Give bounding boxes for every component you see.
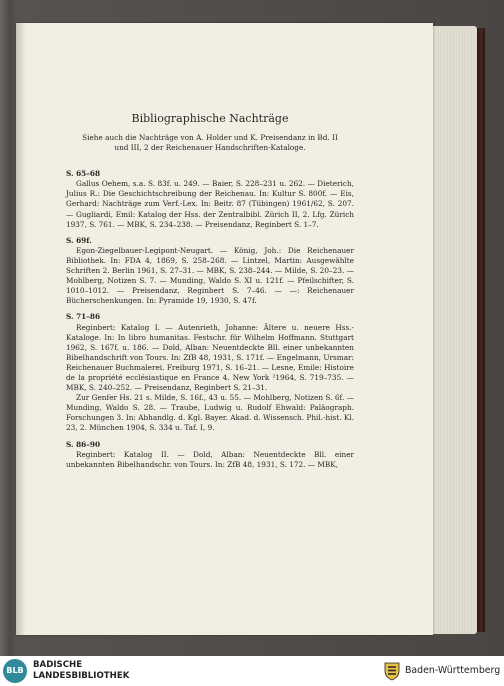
footer-bar <box>0 656 504 686</box>
spine-shadow <box>16 23 26 635</box>
section <box>66 169 354 230</box>
state-name[interactable]: Baden-Württemberg <box>405 665 501 676</box>
section-title: S. 71–86 <box>66 312 101 322</box>
library-name-line2: LANDESBIBLIOTHEK <box>33 671 130 681</box>
section-title: S. 65–68 <box>66 169 101 179</box>
section-title: S. 69f. <box>66 235 92 245</box>
blb-logo-icon[interactable]: BLB <box>3 659 27 683</box>
section-paragraph: Reginbert: Katalog I. — Autenrieth, Johanne: Ältere u. neuere Hss.-Kataloge. In: In libro humanitas. Festschr. für Wilhelm Hoffmann. Stuttgart 1962, S. 167f. u. 186. — Dold, Alban: Neuentdeckte Bll. einer unbekannten Bibelhandschrift von Tours. In: ZfB 48, 1931, S. 171f. — Engelmann, Ursmar: Reichenauer Buchmalerei. Freiburg 1971, S. 16–21. — Lesne, Emile: Histoire de la propriété ecclésiastique en France 4. New York ²1964, S. 719–735. — MBK, S. 240–252. — Preisendanz, Reginbert S. 21–31. <box>66 322 354 393</box>
page-content <box>66 112 354 470</box>
cover-edge <box>477 28 485 632</box>
page-edges <box>433 26 477 634</box>
section-paragraph: Egon-Ziegelbauer-Legipont-Neugart. — König, Joh.: Die Reichenauer Bibliothek. In: FDA 4, 1869, S. 258–268. — Lintzel, Martin: Ausgewählte Schriften 2. Berlin 1961, S. 27–31. — MBK, S. 238–244. — Milde, S. 20–23. — Mohlberg, Notizen S. 7. — Munding, Waldo S. XI u. 121f. — Pfeilschifter, S. 1010–1012. — Preisendanz, Reginbert S. 7–46. — —: Reichenauer Bücherschenkungen. In: Pyramide 19, 1930, S. 47f. <box>66 245 354 306</box>
section <box>66 312 354 433</box>
coat-of-arms-icon[interactable] <box>381 660 403 682</box>
section-paragraph: Zur Genfer Hs. 21 s. Milde, S. 16f., 43 u. 55. — Mohlberg, Notizen S. 6f. — Munding, Waldo S. 28. — Traube, Ludwig u. Rudolf Ehwald: Paläograph. Forschungen 3. In: Abhandlg. d. Kgl. Bayer. Akad. d. Wissensch. Phil.-hist. Kl. 23, 2. München 1904, S. 334 u. Taf. I, 9. <box>66 393 354 433</box>
intro-note: Siehe auch die Nachträge von A. Holder und K. Preisendanz in Bd. II und III, 2 der Reichenauer Handschriften-Kataloge. <box>82 133 338 153</box>
section <box>66 236 354 307</box>
section-title: S. 86–90 <box>66 439 101 449</box>
section-paragraph: Gallus Oehem, s.a. S. 83f. u. 249. — Baier, S. 228–231 u. 262. — Dieterich, Julius R.: Die Geschichtschreibung der Reichenau. In: Kultur S. 800f. — Eis, Gerhard: Nachträge zum Verf.-Lex. In: Beitr. 87 (Tübingen) 1961/62, S. 207. — Gugliardi, Emil: Katalog der Hss. der Zentralbibl. Zürich II, 2. Lfg. Zürich 1937, S. 761. — MBK, S. 234–238. — Preisendanz, Reginbert S. 1–7. <box>66 179 354 229</box>
library-name-line1: BADISCHE <box>33 660 83 670</box>
library-name[interactable] <box>33 660 183 682</box>
section <box>66 440 354 470</box>
page-heading: Bibliographische Nachträge <box>131 112 289 125</box>
section-paragraph: Reginbert: Katalog II. — Dold, Alban: Neuentdeckte Bll. einer unbekannten Bibelhandschr. von Tours. In: ZfB 48, 1931, S. 172. — MBK, <box>66 449 354 469</box>
